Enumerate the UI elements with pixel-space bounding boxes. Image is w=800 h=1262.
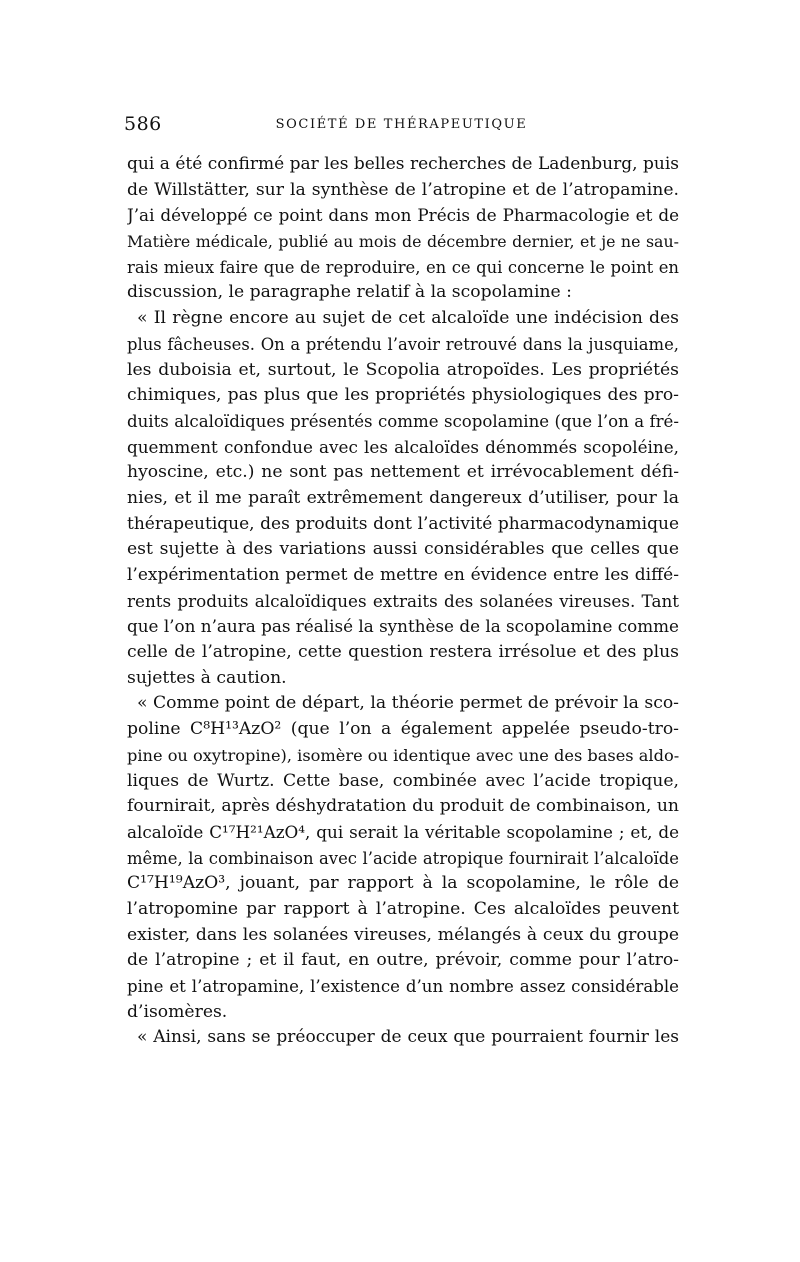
text-line: « Ainsi, sans se préoccuper de ceux que pourraient fournir les (137, 1027, 679, 1048)
text-line: l’atropomine par rapport à l’atropine. Ces alcaloïdes peuvent (127, 898, 679, 919)
text-line: est sujette à des variations aussi considérables que celles que (127, 539, 679, 560)
text-line: « Il règne encore au sujet de cet alcaloïde une indécision des (137, 308, 679, 329)
text-line: de l’atropine ; et il faut, en outre, prévoir, comme pour l’atro- (127, 950, 679, 971)
text-line: nies, et il me paraît extrêmement dangereux d’utiliser, pour la (127, 487, 679, 508)
text-line: C¹⁷H¹⁹AzO³, jouant, par rapport à la scopolamine, le rôle de (127, 873, 679, 894)
text-line: de Willstätter, sur la synthèse de l’atropine et de l’atropamine. (127, 179, 679, 200)
text-line: duits alcaloïdiques présentés comme scopolamine (que l’on a fré- (127, 411, 679, 431)
text-line: rents produits alcaloïdiques extraits des solanées vireuses. Tant (127, 590, 679, 611)
text-line: celle de l’atropine, cette question restera irrésolue et des plus (127, 642, 679, 663)
body-text (127, 152, 679, 1051)
text-line: Matière médicale, publié au mois de décembre dernier, et je ne sau- (127, 232, 679, 252)
text-line: « Comme point de départ, la théorie permet de prévoir la sco- (137, 693, 679, 714)
page-number: 586 (124, 113, 162, 135)
text-line: plus fâcheuses. On a prétendu l’avoir retrouvé dans la jusquiame, (127, 334, 679, 354)
text-line: chimiques, pas plus que les propriétés physiologiques des pro- (127, 385, 679, 406)
text-line: quemment confondue avec les alcaloïdes dénommés scopoléine, (127, 436, 679, 457)
text-line: rais mieux faire que de reproduire, en ce qui concerne le point en (127, 257, 679, 277)
text-line: poline C⁸H¹³AzO² (que l’on a également appelée pseudo-tro- (127, 719, 679, 740)
text-line: que l’on n’aura pas réalisé la synthèse de la scopolamine comme (127, 616, 679, 637)
text-line: alcaloïde C¹⁷H²¹AzO⁴, qui serait la véritable scopolamine ; et, de (127, 821, 679, 842)
text-line: fournirait, après déshydratation du produit de combinaison, un (127, 796, 679, 817)
text-line: même, la combinaison avec l’acide atropique fournirait l’alcaloïde (127, 848, 679, 868)
running-title: SOCIÉTÉ DE THÉRAPEUTIQUE (275, 117, 528, 132)
text-line: hyoscine, etc.) ne sont pas nettement et irrévocablement défi- (127, 462, 679, 483)
text-line: l’expérimentation permet de mettre en évidence entre les diffé- (127, 565, 679, 585)
text-line: thérapeutique, des produits dont l’activité pharmacodynamique (127, 513, 679, 534)
text-line: d’isomères. (127, 1001, 228, 1022)
text-line: pine ou oxytropine), isomère ou identique avec une des bases aldo- (127, 745, 679, 765)
text-line: J’ai développé ce point dans mon Précis de Pharmacologie et de (127, 205, 679, 226)
text-line: discussion, le paragraphe relatif à la scopolamine : (127, 282, 572, 303)
text-line: liques de Wurtz. Cette base, combinée avec l’acide tropique, (127, 770, 679, 791)
text-line: qui a été confirmé par les belles recherches de Ladenburg, puis (127, 154, 679, 174)
text-line: exister, dans les solanées vireuses, mélangés à ceux du groupe (127, 924, 679, 945)
page-header (124, 113, 679, 137)
text-line: sujettes à caution. (127, 667, 287, 688)
text-line: pine et l’atropamine, l’existence d’un nombre assez considérable (127, 977, 679, 996)
text-line: les duboisia et, surtout, le Scopolia atropoïdes. Les propriétés (127, 359, 679, 380)
